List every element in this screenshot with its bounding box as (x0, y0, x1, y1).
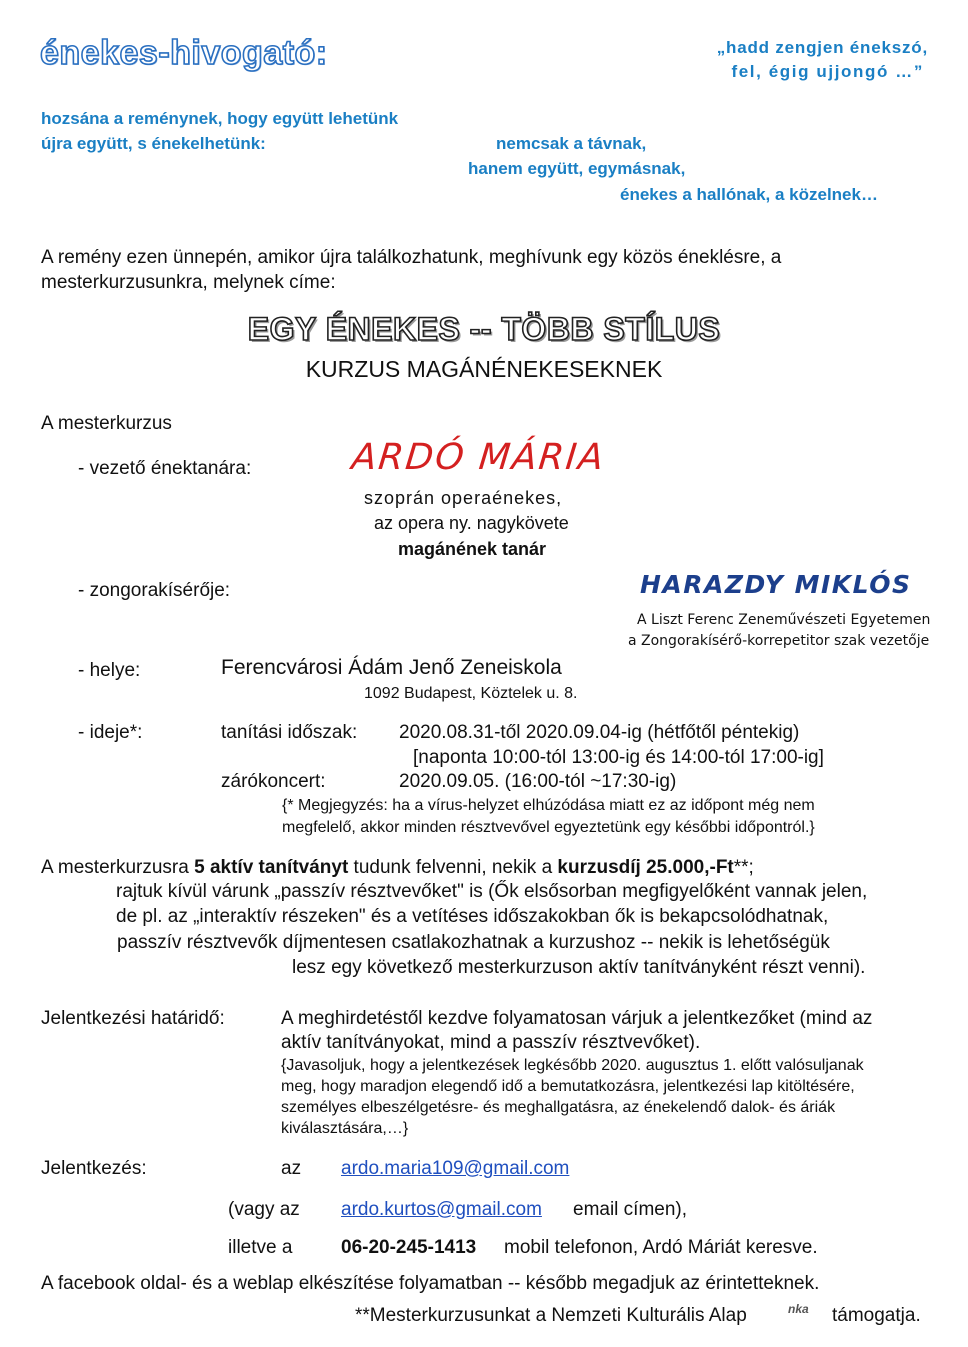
period-label: tanítási időszak: (221, 722, 358, 743)
participants-line-5: lesz egy következő mesterkurzuson aktív tanítványként részt venni). (292, 957, 866, 978)
course-title: EGY ÉNEKES -- TÖBB STÍLUS (247, 311, 721, 347)
intro-line-1: hozsána a reménynek, hogy együtt lehetünk (41, 109, 399, 128)
page-title: énekes-hivogató: (40, 34, 328, 72)
time-label: - ideje*: (78, 722, 143, 743)
pianist-desc-1: A Liszt Ferenc Zeneművészeti Egyetemen (637, 612, 931, 628)
deadline-line-2: aktív tanítványokat, mind a passzív résztvevőket). (281, 1032, 701, 1053)
participants-text-c: tudunk felvenni, nekik a (348, 857, 558, 878)
deadline-note-4: kiválasztására,…} (281, 1120, 409, 1137)
place-label: - helye: (78, 660, 141, 681)
participants-text-e: **; (733, 857, 754, 878)
time-note-1: {* Megjegyzés: ha a vírus-helyzet elhúzódása miatt ez az időpont még nem (282, 797, 815, 814)
apply-illetve: illetve a (228, 1237, 293, 1258)
email-suffix: email címen), (573, 1199, 688, 1220)
facebook-note: A facebook oldal- és a weblap elkészítése folyamatban -- később megadjuk az érintetteknek. (41, 1273, 820, 1294)
participants-line-4: passzív résztvevők díjmentesen csatlakozhatnak a kurzushoz -- nekik is lehetőségük (117, 932, 830, 953)
teacher-desc-2: az opera ny. nagykövete (374, 513, 569, 533)
intro-line-2: újra együtt, s énekelhetünk: (41, 134, 266, 153)
intro-line-5: énekes a hallónak, a közelnek… (620, 185, 878, 204)
intro-line-4: hanem együtt, egymásnak, (468, 159, 686, 178)
teacher-desc-1: szoprán operaénekes, (364, 488, 563, 508)
period-value: 2020.08.31-től 2020.09.04-ig (hétfőtől péntekig) (399, 722, 800, 743)
course-subtitle: KURZUS MAGÁNÉNEKESEKNEK (305, 356, 663, 382)
pianist-desc-2: a Zongorakísérő-korrepetitor szak vezetője (628, 633, 930, 649)
apply-az: az (281, 1158, 302, 1179)
email-link-secondary[interactable]: ardo.kurtos@gmail.com (341, 1199, 542, 1220)
participants-line-2: rajtuk kívül várunk „passzív résztvevőket" is (Ők elsősorban megfigyelőként vannak jelen, (116, 881, 868, 902)
apply-vagy-az: (vagy az (228, 1199, 300, 1220)
nka-logo: nka (788, 1302, 809, 1316)
master-label: A mesterkurzus (41, 413, 172, 434)
place-name: Ferencvárosi Ádám Jenő Zeneiskola (221, 656, 562, 679)
pianist-label: - zongorakísérője: (78, 580, 231, 601)
quote-line-2: fel, égig ujjongó …” (731, 62, 924, 81)
participants-text-a: A mesterkurzusra (41, 857, 195, 878)
apply-label: Jelentkezés: (41, 1158, 147, 1179)
phone-number[interactable]: 06-20-245-1413 (341, 1237, 477, 1258)
deadline-line-1: A meghirdetéstől kezdve folyamatosan várjuk a jelentkezőket (mind az (281, 1008, 873, 1029)
quote-line-1: „hadd zengjen énekszó, (716, 38, 928, 57)
participants-line-1 (41, 857, 754, 879)
support-text-a: **Mesterkurzusunkat a Nemzeti Kulturális Alap (355, 1305, 747, 1326)
email-link-primary[interactable]: ardo.maria109@gmail.com (341, 1158, 570, 1179)
time-note-2: megfelelő, akkor minden résztvevővel egyeztetünk egy későbbi időpontról.} (282, 819, 815, 836)
course-fee: kurzusdíj 25.000,-Ft (557, 857, 734, 878)
pianist-name: HARAZDY MIKLÓS (640, 570, 912, 599)
deadline-note-1: {Javasoljuk, hogy a jelentkezések legkésőbb 2020. augusztus 1. előtt valósuljanak (281, 1057, 864, 1074)
intro-line-3: nemcsak a távnak, (496, 134, 647, 153)
period-hours: [naponta 10:00-tól 13:00-ig és 14:00-tól 17:00-ig] (413, 747, 824, 768)
place-address: 1092 Budapest, Köztelek u. 8. (364, 685, 578, 702)
deadline-label: Jelentkezési határidő: (41, 1008, 225, 1029)
concert-value: 2020.09.05. (16:00-tól ~17:30-ig) (399, 771, 677, 792)
phone-suffix: mobil telefonon, Ardó Máriát keresve. (504, 1237, 818, 1258)
participants-line-3: de pl. az „interaktív részeken" és a vetítéses időszakokban ők is bekapcsolódhatnak, (116, 906, 829, 927)
invitation-line-2: mesterkurzusunkra, melynek címe: (41, 272, 336, 293)
invitation-line-1: A remény ezen ünnepén, amikor újra találkozhatunk, meghívunk egy közös éneklésre, a (41, 247, 782, 268)
deadline-note-3: személyes elbeszélgetésre- és meghallgatásra, az énekelendő dalok- és áriák (281, 1099, 836, 1116)
deadline-note-2: meg, hogy maradjon elegendő idő a bemutatkozásra, jelentkezési lap kitöltésére, (281, 1078, 855, 1095)
active-students-count: 5 aktív tanítványt (194, 857, 349, 878)
teacher-name: ARDÓ MÁRIA (349, 437, 608, 478)
support-text-b: támogatja. (832, 1305, 921, 1326)
teacher-label: - vezető énektanára: (78, 458, 252, 479)
concert-label: zárókoncert: (221, 771, 326, 792)
teacher-desc-3: magánének tanár (398, 539, 547, 559)
